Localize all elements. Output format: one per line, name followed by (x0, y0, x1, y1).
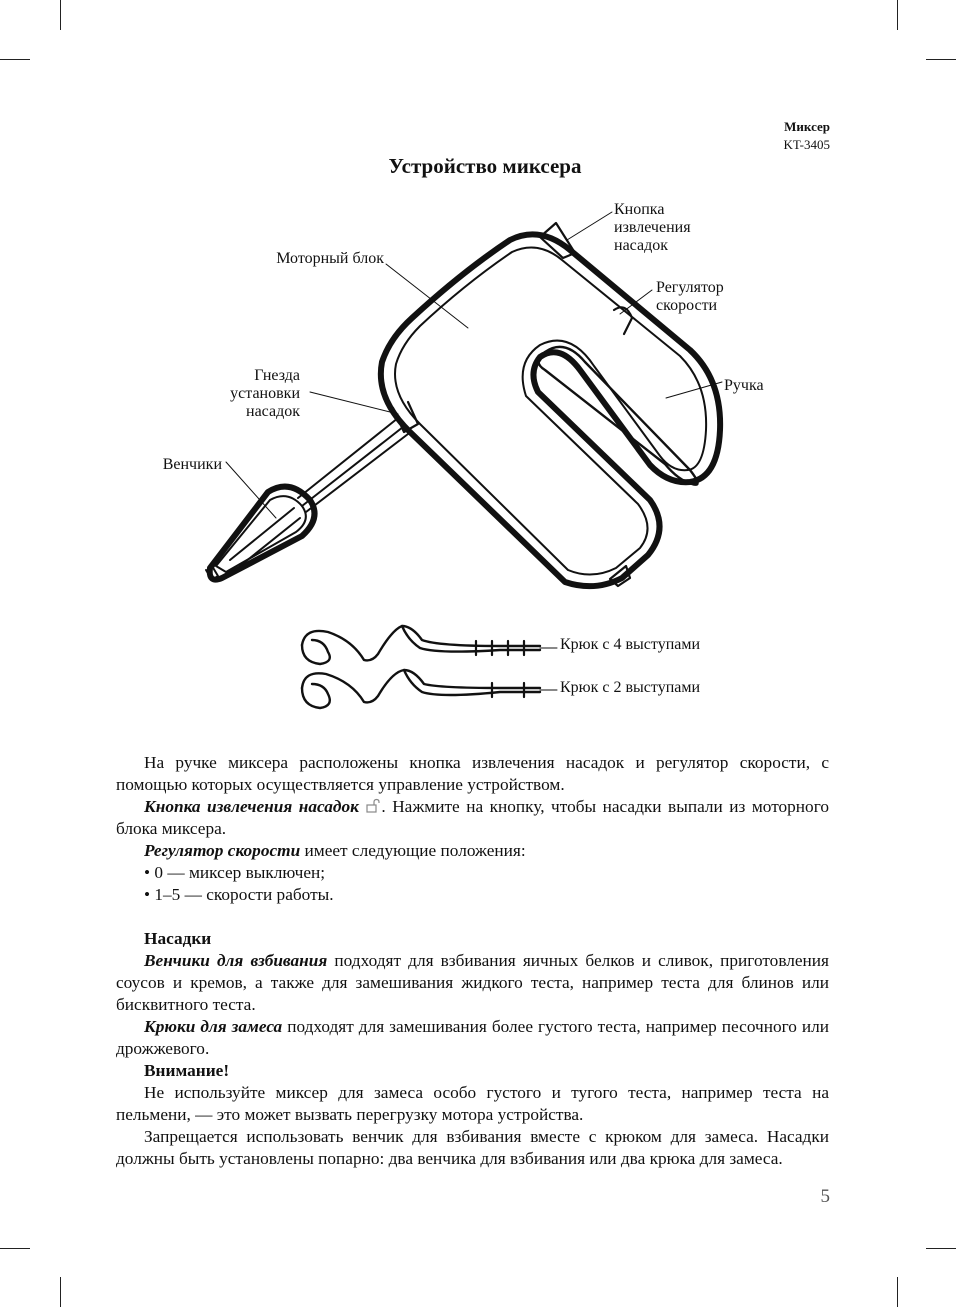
spacer (116, 906, 829, 928)
label-hook-2: Крюк с 2 выступами (560, 679, 701, 696)
list-item: • 0 — миксер выключен; (144, 862, 829, 884)
label-release-button: насадок (614, 237, 668, 254)
section-heading: Насадки (144, 929, 212, 948)
body-text (116, 752, 829, 1170)
hook-2-shape (302, 670, 540, 702)
paragraph-warning: Не используйте миксер для замеса особо густого и тугого теста, например теста на пельмени, — это может вызвать перегрузку мотора устройства. (116, 1083, 829, 1124)
paragraph-speed (116, 840, 829, 862)
crop-mark (897, 1277, 898, 1307)
unlock-icon (365, 798, 381, 814)
label-whisks: Венчики (162, 456, 222, 473)
paragraph-whisks-text: подходят для взбивания яичных белков и сливок, приготовления соусов и кремов, а также для замешивания жидкого теста, например теста для блинов или бисквитного теста. (116, 951, 829, 1014)
crop-mark (0, 1248, 30, 1249)
paragraph-release-button-text: . Нажмите на кнопку, чтобы насадки выпали из моторного блока миксера. (116, 797, 829, 838)
page-number: 5 (820, 1186, 830, 1207)
label-sockets: Гнезда (254, 367, 300, 384)
label-release-button: извлечения (614, 219, 691, 236)
crop-mark (926, 1248, 956, 1249)
term-whisks: Венчики для взбивания (144, 951, 328, 970)
term-hooks: Крюки для замеса (144, 1017, 283, 1036)
paragraph-release-button (116, 796, 829, 840)
paragraph-speed-text: имеет следующие положения: (300, 841, 526, 860)
label-sockets: насадок (246, 403, 300, 420)
label-handle: Ручка (724, 377, 764, 394)
paragraph-hooks-text: подходят для замешивания более густого теста, например песочного или дрожжевого. (116, 1017, 829, 1058)
hook-2-bumps (492, 683, 524, 697)
leader-release (567, 212, 612, 240)
paragraph-hooks (116, 1016, 829, 1060)
attention-heading: Внимание! (144, 1061, 230, 1080)
paragraph-prohibition: Запрещается использовать венчик для взбивания вместе с крюком для замеса. Насадки должны быть установлены попарно: два венчика для взбивания или два крюка для замеса. (116, 1127, 829, 1168)
label-sockets: установки (230, 385, 300, 402)
label-speed-regulator: Регулятор (656, 279, 724, 296)
whisk-stem (298, 418, 408, 512)
label-speed-regulator: скорости (656, 297, 718, 314)
paragraph-intro: На ручке миксера расположены кнопка извлечения насадок и регулятор скорости, с помощью которых осуществляется управление устройством. (116, 753, 829, 794)
term-release-button: Кнопка извлечения насадок (144, 797, 359, 816)
speed-list (116, 862, 829, 906)
label-hook-4: Крюк с 4 выступами (560, 636, 701, 653)
hook-4-bumps (476, 641, 524, 655)
label-release-button: Кнопка (614, 201, 665, 218)
model-name: Миксер (784, 119, 830, 134)
model-code: KT-3405 (783, 137, 830, 152)
label-motor-block: Моторный блок (276, 250, 384, 267)
page-title: Устройство миксера (388, 154, 582, 178)
hook-4-shape (302, 626, 540, 660)
crop-mark (60, 1277, 61, 1307)
paragraph-whisks (116, 950, 829, 1016)
term-speed-regulator: Регулятор скорости (144, 841, 301, 860)
list-item: • 1–5 — скорости работы. (144, 884, 829, 906)
